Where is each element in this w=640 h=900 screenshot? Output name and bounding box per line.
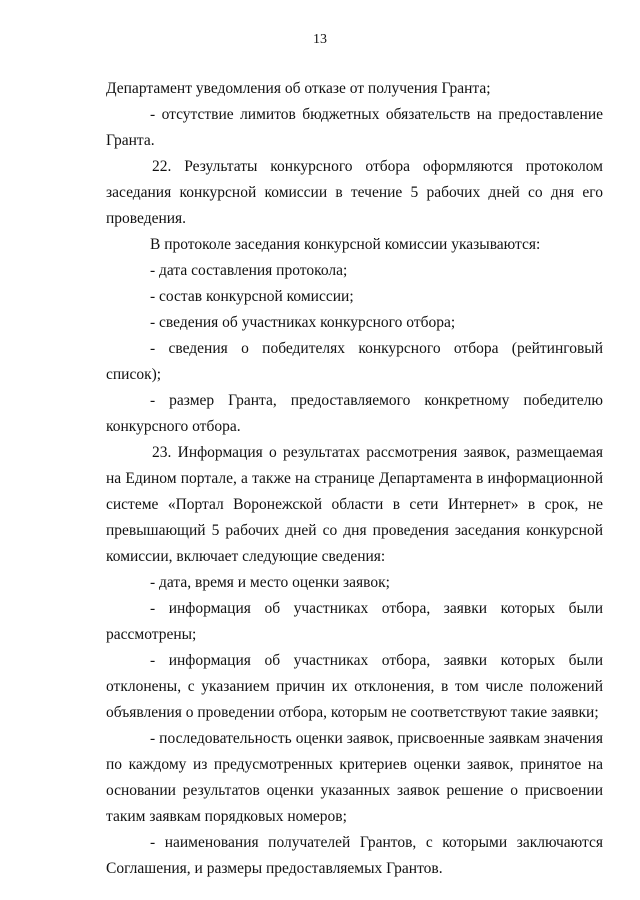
list-item-reviewed-participants: - информация об участниках отбора, заявки которых были рассмотрены;: [106, 600, 603, 643]
document-body: [106, 76, 603, 882]
list-item-rejected-participants: - информация об участниках отбора, заявки которых были отклонены, с указанием причин их отклонения, в том числе положений объявления о проведении отбора, которым не соответствуют такие заявки;: [106, 652, 603, 721]
list-item-evaluation-date: - дата, время и место оценки заявок;: [150, 574, 390, 591]
clause-23: 23. Информация о результатах рассмотрения заявок, размещаемая на Едином портале, а также на странице Департамента в информационной системе «Портал Воронежской области в сети Интернет» в срок, не превышающий 5 рабочих дней со дня проведения заседания конкурсной комиссии, включает следующие сведения:: [106, 444, 603, 565]
list-item-grant-recipients: - наименования получателей Грантов, с которыми заключаются Соглашения, и размеры предоставляемых Грантов.: [106, 834, 603, 877]
paragraph-continuation: Департамент уведомления об отказе от получения Гранта;: [106, 80, 491, 97]
clause-22: 22. Результаты конкурсного отбора оформляются протоколом заседания конкурсной комиссии в течение 5 рабочих дней со дня его проведения.: [106, 158, 603, 227]
protocol-intro: В протоколе заседания конкурсной комиссии указываются:: [150, 236, 541, 253]
list-item-evaluation-sequence: - последовательность оценки заявок, присвоенные заявкам значения по каждому из предусмотренных критериев оценки заявок, принятое на основании результатов оценки указанных заявок решение о присвоении таким заявкам порядковых номеров;: [106, 730, 603, 825]
list-item-no-limits: - отсутствие лимитов бюджетных обязательств на предоставление Гранта.: [106, 106, 603, 149]
list-item-winners-info: - сведения о победителях конкурсного отбора (рейтинговый список);: [106, 340, 603, 383]
list-item-protocol-date: - дата составления протокола;: [150, 262, 348, 279]
page-number: 13: [313, 32, 327, 47]
list-item-commission-composition: - состав конкурсной комиссии;: [150, 288, 354, 305]
list-item-participants-info: - сведения об участниках конкурсного отбора;: [150, 314, 456, 331]
list-item-grant-size: - размер Гранта, предоставляемого конкретному победителю конкурсного отбора.: [106, 392, 603, 435]
